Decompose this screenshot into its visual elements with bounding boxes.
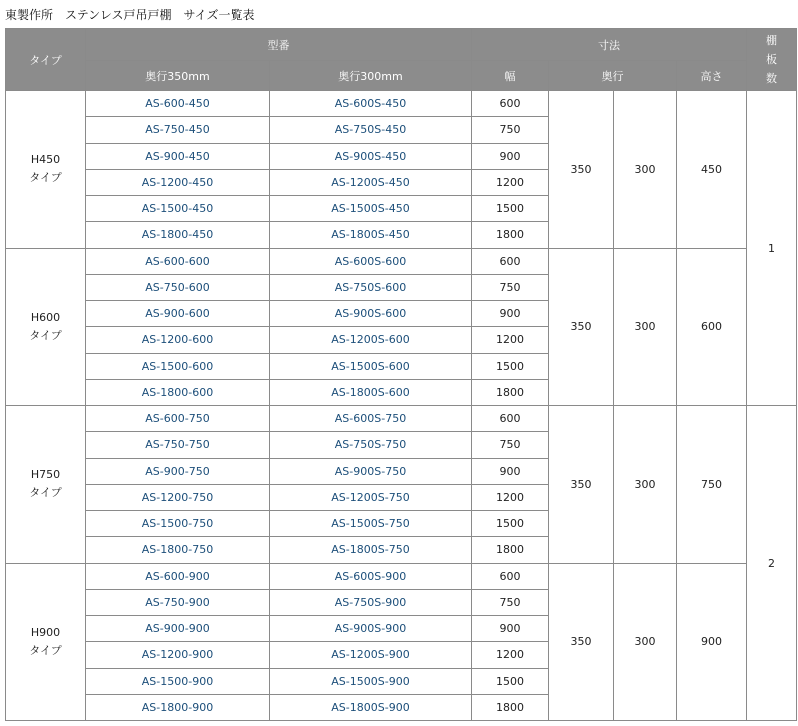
width-cell: 900 [472, 458, 549, 484]
height-cell: 450 [677, 91, 747, 249]
width-cell: 1200 [472, 642, 549, 668]
depth-300-cell: 300 [614, 563, 677, 721]
depth-350-cell: 350 [549, 406, 614, 564]
width-cell: 1800 [472, 222, 549, 248]
table-row [6, 91, 797, 117]
width-cell: 1500 [472, 668, 549, 694]
model-350-cell: AS-1800-900 [86, 694, 270, 720]
size-table [5, 28, 797, 721]
type-code: H600 [30, 310, 61, 324]
width-cell: 600 [472, 91, 549, 117]
header-shelf-count-text: 棚板数 [766, 34, 777, 85]
width-cell: 750 [472, 432, 549, 458]
table-row [6, 406, 797, 432]
model-300-cell: AS-600S-750 [270, 406, 472, 432]
width-cell: 900 [472, 616, 549, 642]
type-label: タイプ [29, 643, 62, 657]
type-cell [6, 563, 86, 721]
model-300-cell: AS-1500S-750 [270, 511, 472, 537]
width-cell: 1800 [472, 379, 549, 405]
shelf-count-cell: 2 [747, 406, 797, 721]
width-cell: 750 [472, 589, 549, 615]
model-350-cell: AS-900-600 [86, 301, 270, 327]
model-300-cell: AS-600S-450 [270, 91, 472, 117]
model-300-cell: AS-1200S-750 [270, 484, 472, 510]
model-350-cell: AS-1200-450 [86, 169, 270, 195]
shelf-count-cell: 1 [747, 91, 797, 406]
header-depth: 奥行 [549, 61, 677, 91]
width-cell: 750 [472, 274, 549, 300]
model-300-cell: AS-750S-900 [270, 589, 472, 615]
model-350-cell: AS-600-750 [86, 406, 270, 432]
model-350-cell: AS-600-450 [86, 91, 270, 117]
header-dims-group: 寸法 [472, 29, 747, 61]
model-350-cell: AS-750-450 [86, 117, 270, 143]
model-300-cell: AS-1800S-750 [270, 537, 472, 563]
model-300-cell: AS-900S-750 [270, 458, 472, 484]
model-350-cell: AS-1500-450 [86, 196, 270, 222]
model-300-cell: AS-600S-900 [270, 563, 472, 589]
model-350-cell: AS-900-900 [86, 616, 270, 642]
model-350-cell: AS-750-900 [86, 589, 270, 615]
width-cell: 900 [472, 143, 549, 169]
model-300-cell: AS-600S-600 [270, 248, 472, 274]
height-cell: 600 [677, 248, 747, 406]
model-300-cell: AS-750S-450 [270, 117, 472, 143]
depth-300-cell: 300 [614, 406, 677, 564]
width-cell: 600 [472, 563, 549, 589]
model-350-cell: AS-1800-600 [86, 379, 270, 405]
type-label: タイプ [29, 171, 62, 185]
model-300-cell: AS-1200S-600 [270, 327, 472, 353]
width-cell: 750 [472, 117, 549, 143]
model-300-cell: AS-1800S-600 [270, 379, 472, 405]
type-cell [6, 406, 86, 564]
table-row [6, 563, 797, 589]
model-300-cell: AS-1800S-450 [270, 222, 472, 248]
height-cell: 750 [677, 406, 747, 564]
header-shelf-count [747, 29, 797, 91]
model-350-cell: AS-750-600 [86, 274, 270, 300]
type-cell [6, 248, 86, 406]
model-350-cell: AS-1500-900 [86, 668, 270, 694]
width-cell: 600 [472, 248, 549, 274]
depth-350-cell: 350 [549, 563, 614, 721]
model-300-cell: AS-1200S-450 [270, 169, 472, 195]
model-350-cell: AS-1200-600 [86, 327, 270, 353]
model-300-cell: AS-1200S-900 [270, 642, 472, 668]
model-350-cell: AS-1800-750 [86, 537, 270, 563]
header-row-1 [6, 29, 797, 61]
model-350-cell: AS-750-750 [86, 432, 270, 458]
model-300-cell: AS-900S-450 [270, 143, 472, 169]
width-cell: 1500 [472, 196, 549, 222]
type-code: H900 [30, 625, 61, 639]
height-cell: 900 [677, 563, 747, 721]
width-cell: 1200 [472, 169, 549, 195]
model-350-cell: AS-600-900 [86, 563, 270, 589]
header-row-2 [6, 61, 797, 91]
model-300-cell: AS-900S-600 [270, 301, 472, 327]
type-cell [6, 91, 86, 249]
page-title: 東製作所 ステンレス戸吊戸棚 サイズ一覧表 [5, 8, 255, 22]
width-cell: 600 [472, 406, 549, 432]
depth-350-cell: 350 [549, 91, 614, 249]
model-300-cell: AS-1500S-450 [270, 196, 472, 222]
model-350-cell: AS-900-750 [86, 458, 270, 484]
header-height: 高さ [677, 61, 747, 91]
width-cell: 1200 [472, 484, 549, 510]
width-cell: 1200 [472, 327, 549, 353]
model-350-cell: AS-900-450 [86, 143, 270, 169]
width-cell: 1800 [472, 694, 549, 720]
table-row [6, 248, 797, 274]
model-350-cell: AS-1500-750 [86, 511, 270, 537]
model-300-cell: AS-750S-600 [270, 274, 472, 300]
width-cell: 1500 [472, 511, 549, 537]
depth-350-cell: 350 [549, 248, 614, 406]
width-cell: 1800 [472, 537, 549, 563]
type-code: H750 [30, 468, 61, 482]
depth-300-cell: 300 [614, 91, 677, 249]
table-body [6, 91, 797, 721]
model-300-cell: AS-750S-750 [270, 432, 472, 458]
type-label: タイプ [29, 328, 62, 342]
width-cell: 1500 [472, 353, 549, 379]
model-350-cell: AS-1500-600 [86, 353, 270, 379]
type-label: タイプ [29, 486, 62, 500]
type-code: H450 [30, 153, 61, 167]
header-depth350: 奥行350mm [86, 61, 270, 91]
model-350-cell: AS-600-600 [86, 248, 270, 274]
width-cell: 900 [472, 301, 549, 327]
model-350-cell: AS-1200-750 [86, 484, 270, 510]
model-300-cell: AS-1500S-900 [270, 668, 472, 694]
header-depth300: 奥行300mm [270, 61, 472, 91]
model-300-cell: AS-1800S-900 [270, 694, 472, 720]
header-type: タイプ [6, 29, 86, 91]
depth-300-cell: 300 [614, 248, 677, 406]
model-350-cell: AS-1800-450 [86, 222, 270, 248]
model-300-cell: AS-1500S-600 [270, 353, 472, 379]
model-350-cell: AS-1200-900 [86, 642, 270, 668]
header-width: 幅 [472, 61, 549, 91]
header-model-group: 型番 [86, 29, 472, 61]
model-300-cell: AS-900S-900 [270, 616, 472, 642]
